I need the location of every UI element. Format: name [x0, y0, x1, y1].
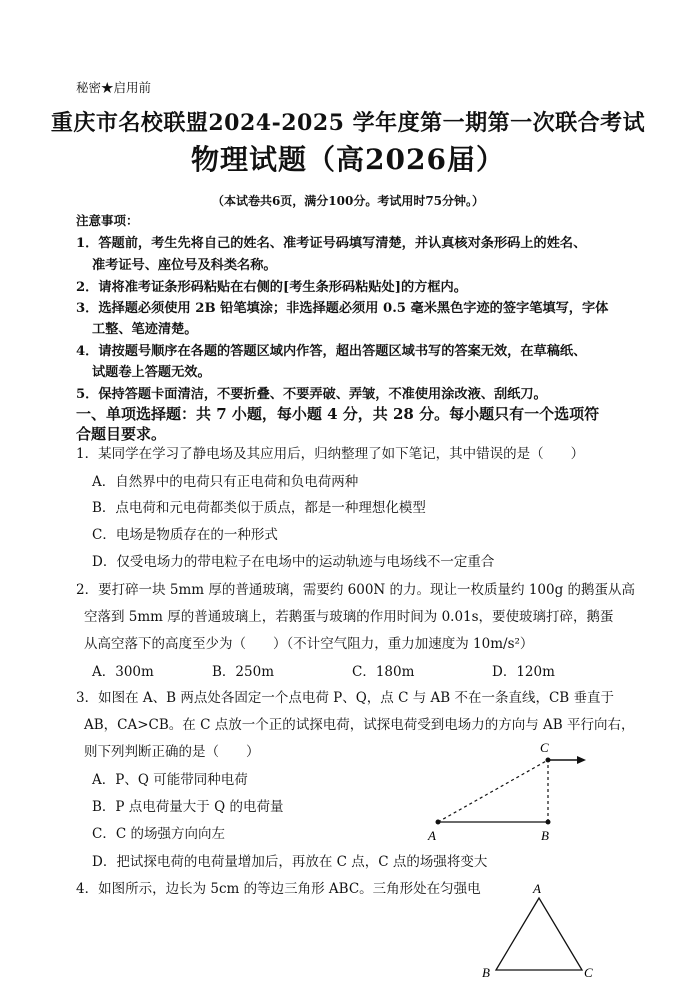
- q1-option-c: C．电场是物质存在的一种形式: [92, 527, 278, 543]
- notice-line: 准考证号、座位号及科类名称。: [92, 258, 277, 273]
- question-3-line1: 3．如图在 A、B 两点处各固定一个点电荷 P、Q，点 C 与 AB 不在一条直线，CB 垂直于: [76, 690, 614, 706]
- label-c: C: [584, 965, 593, 980]
- q2-option-d: D．120m: [492, 664, 555, 680]
- segment-ca: [438, 760, 548, 822]
- q2-option-a: A．300m: [92, 664, 154, 680]
- q3-option-c: C．C 的场强方向向左: [92, 826, 225, 842]
- q3-option-b: B．P 点电荷量大于 Q 的电荷量: [92, 799, 284, 815]
- question-3-line3: 则下列判断正确的是（ ）: [84, 744, 260, 760]
- notice-heading: 注意事项：: [76, 213, 139, 228]
- subject-title: 物理试题（高2026届）: [191, 143, 505, 176]
- question-1-stem: 1．某同学在学习了静电场及其应用后，归纳整理了如下笔记，其中错误的是（ ）: [76, 446, 585, 462]
- q3-option-d: D．把试探电荷的电荷量增加后，再放在 C 点，C 点的场强将变大: [92, 854, 488, 870]
- point-b: [546, 820, 551, 825]
- notice-line: 工整、笔迹清楚。: [92, 322, 198, 337]
- question-4-line1: 4．如图所示，边长为 5cm 的等边三角形 ABC。三角形处在匀强电: [76, 881, 481, 897]
- notice-line: 试题卷上答题无效。: [92, 365, 211, 380]
- exam-title: 重庆市名校联盟2024-2025 学年度第一期第一次联合考试: [50, 110, 646, 136]
- notice-line: 2．请将准考证条形码粘贴在右侧的[考生条形码粘贴处]的方框内。: [76, 280, 467, 295]
- q1-option-b: B．点电荷和元电荷都类似于质点，都是一种理想化模型: [92, 500, 426, 516]
- q3-figure: [420, 736, 600, 848]
- question-3-line2: AB，CA>CB。在 C 点放一个正的试探电荷，试探电荷受到电场力的方向与 AB 平行向右，: [84, 717, 635, 733]
- arrow-head-icon: [577, 756, 586, 764]
- question-2-line3: 从高空落下的高度至少为（ ）（不计空气阻力，重力加速度为 10m/s²）: [84, 636, 534, 652]
- triangle-abc: [496, 898, 582, 970]
- q1-option-d: D．仅受电场力的带电粒子在电场中的运动轨迹与电场线不一定重合: [92, 554, 495, 570]
- notice-line: 3．选择题必须使用 2B 铅笔填涂；非选择题必须用 0.5 毫米黑色字迹的签字笔填写，字体: [76, 301, 609, 316]
- label-b: B: [482, 965, 490, 980]
- q2-option-c: C．180m: [352, 664, 415, 680]
- question-2-line1: 2．要打碎一块 5mm 厚的普通玻璃，需要约 600N 的力。现让一枚质量约 100g 的鹅蛋从高: [76, 582, 636, 598]
- exam-note: （本试卷共6页，满分100分。考试用时75分钟。）: [211, 194, 485, 208]
- q1-option-a: A．自然界中的电荷只有正电荷和负电荷两种: [92, 474, 359, 490]
- label-a: A: [428, 828, 436, 843]
- label-c: C: [540, 740, 549, 755]
- point-a: [436, 820, 441, 825]
- section-heading-cont: 合题目要求。: [76, 425, 167, 443]
- notice-line: 4．请按题号顺序在各题的答题区域内作答，超出答题区域书写的答案无效，在草稿纸、: [76, 344, 587, 359]
- q3-option-a: A．P、Q 可能带同种电荷: [92, 772, 248, 788]
- secret-label: 秘密★启用前: [76, 80, 152, 95]
- section-heading: 一、单项选择题：共 7 小题，每小题 4 分，共 28 分。每小题只有一个选项符: [76, 405, 600, 423]
- notice-line: 1．答题前，考生先将自己的姓名、准考证号码填写清楚，并认真核对条形码上的姓名、: [76, 236, 587, 251]
- question-2-line2: 空落到 5mm 厚的普通玻璃上，若鹅蛋与玻璃的作用时间为 0.01s，要使玻璃打碎，鹅蛋: [84, 609, 614, 625]
- label-a: A: [533, 881, 541, 896]
- q4-figure: [478, 878, 604, 982]
- label-b: B: [541, 828, 549, 843]
- notice-line: 5．保持答题卡面清洁，不要折叠、不要弄破、弄皱，不准使用涂改液、刮纸刀。: [76, 387, 547, 402]
- q2-option-b: B．250m: [212, 664, 274, 680]
